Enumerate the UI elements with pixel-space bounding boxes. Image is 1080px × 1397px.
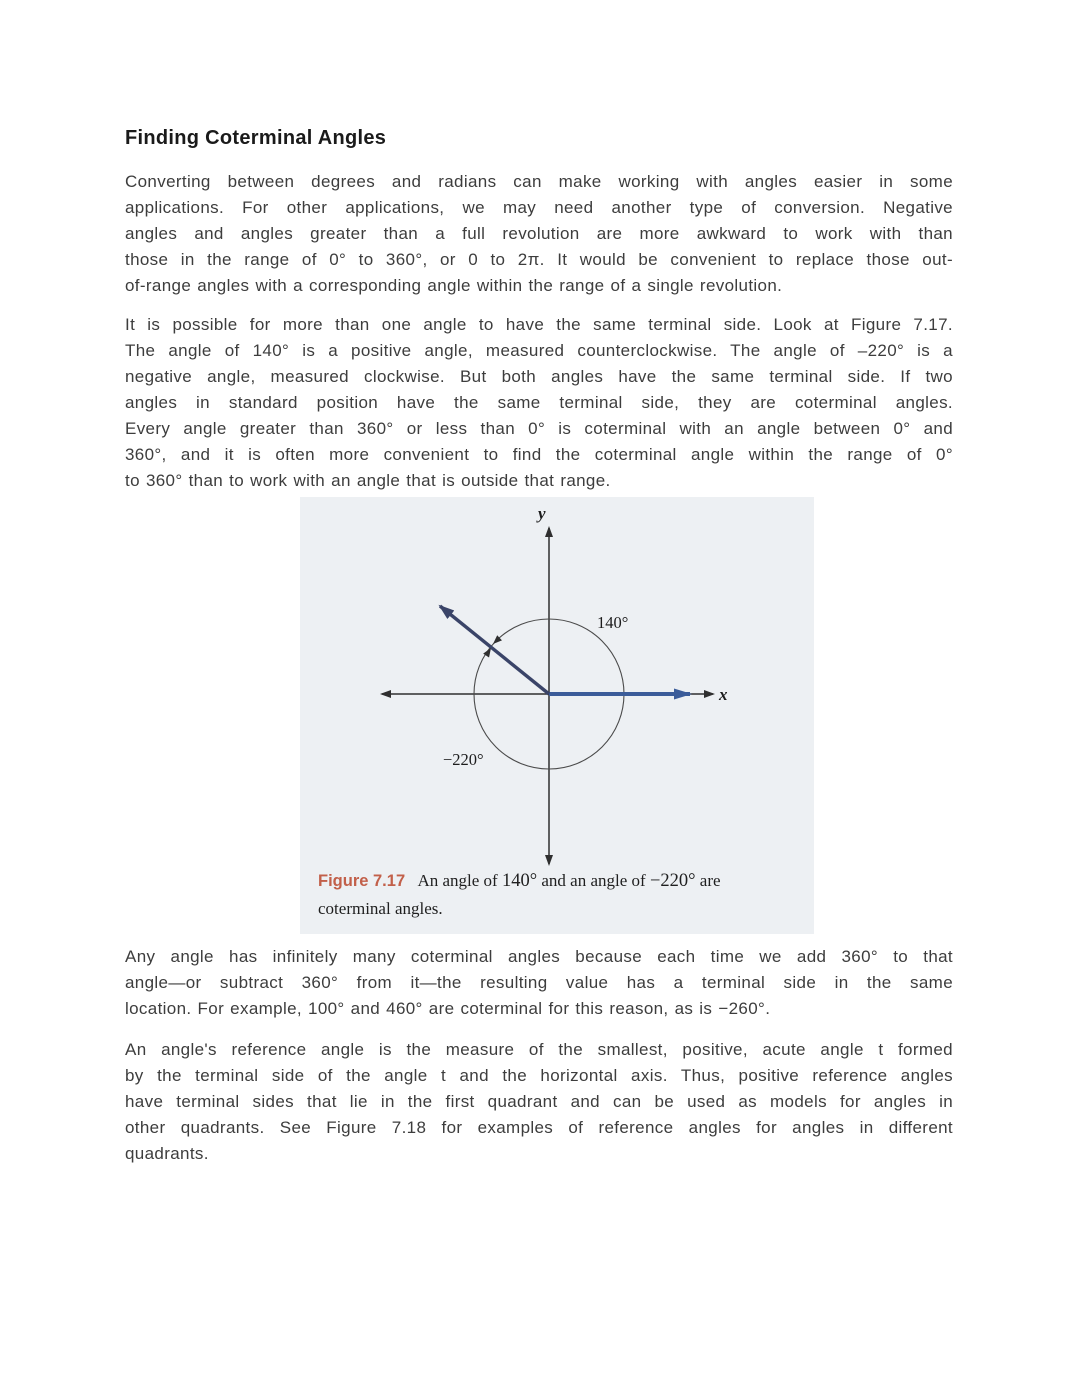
text-line: those in the range of 0° to 360°, or 0 to 2π. It would be convenient to replace those out- [125, 250, 953, 269]
body-paragraph [125, 944, 953, 1022]
figure-caption-value: −220° [649, 871, 696, 891]
section-heading: Finding Coterminal Angles [125, 127, 387, 149]
body-paragraph [125, 169, 953, 299]
negative-angle-label: −220° [443, 750, 484, 769]
text-line: by the terminal side of the angle t and the horizontal axis. Thus, positive reference angles [125, 1066, 953, 1085]
text-line: An angle's reference angle is the measure of the smallest, positive, acute angle t formed [125, 1040, 953, 1059]
text-line: quadrants. [125, 1144, 209, 1163]
text-line: Converting between degrees and radians can make working with angles easier in some [125, 172, 953, 191]
figure-caption-value: 140° [501, 871, 538, 891]
text-line: to 360° than to work with an angle that is outside that range. [125, 471, 611, 490]
figure-caption-text: An angle of [417, 871, 498, 890]
text-line: have terminal sides that lie in the first quadrant and can be used as models for angles in [125, 1092, 953, 1111]
figure-caption-text: are [699, 871, 721, 890]
text-line: of-range angles with a corresponding angle within the range of a single revolution. [125, 276, 783, 295]
positive-angle-label: 140° [597, 613, 629, 632]
text-line: other quadrants. See Figure 7.18 for examples of reference angles for angles in different [125, 1118, 953, 1137]
text-line: The angle of 140° is a positive angle, measured counterclockwise. The angle of –220° is a [125, 341, 953, 360]
y-axis-label: y [538, 504, 546, 523]
figure-caption-text: and an angle of [541, 871, 646, 890]
text-line: angles and angles greater than a full revolution are more awkward to work with than [125, 224, 953, 243]
text-line: It is possible for more than one angle to have the same terminal side. Look at Figure 7.17. [125, 315, 953, 334]
figure-caption-line2: coterminal angles. [318, 899, 443, 918]
figure-7-17 [300, 497, 814, 934]
text-line: negative angle, measured clockwise. But both angles have the same terminal side. If two [125, 367, 953, 386]
figure-7-17-diagram [300, 497, 814, 872]
text-line: angles in standard position have the same terminal side, they are coterminal angles. [125, 393, 953, 412]
text-line: Any angle has infinitely many coterminal angles because each time we add 360° to that [125, 947, 953, 966]
terminal-side-ray [440, 606, 549, 694]
body-paragraph [125, 312, 953, 494]
text-line: Every angle greater than 360° or less than 0° is coterminal with an angle between 0° and [125, 419, 953, 438]
figure-caption [318, 867, 796, 922]
text-line: 360°, and it is often more convenient to find the coterminal angle within the range of 0° [125, 445, 953, 464]
body-paragraph [125, 1037, 953, 1167]
text-line: location. For example, 100° and 460° are coterminal for this reason, as is −260°. [125, 999, 771, 1018]
figure-caption-line1 [318, 867, 796, 895]
figure-caption-label: Figure 7.17 [318, 872, 406, 890]
x-axis-label: x [719, 685, 728, 704]
text-line: applications. For other applications, we may need another type of conversion. Negative [125, 198, 953, 217]
text-line: angle—or subtract 360° from it—the resulting value has a terminal side in the same [125, 973, 953, 992]
